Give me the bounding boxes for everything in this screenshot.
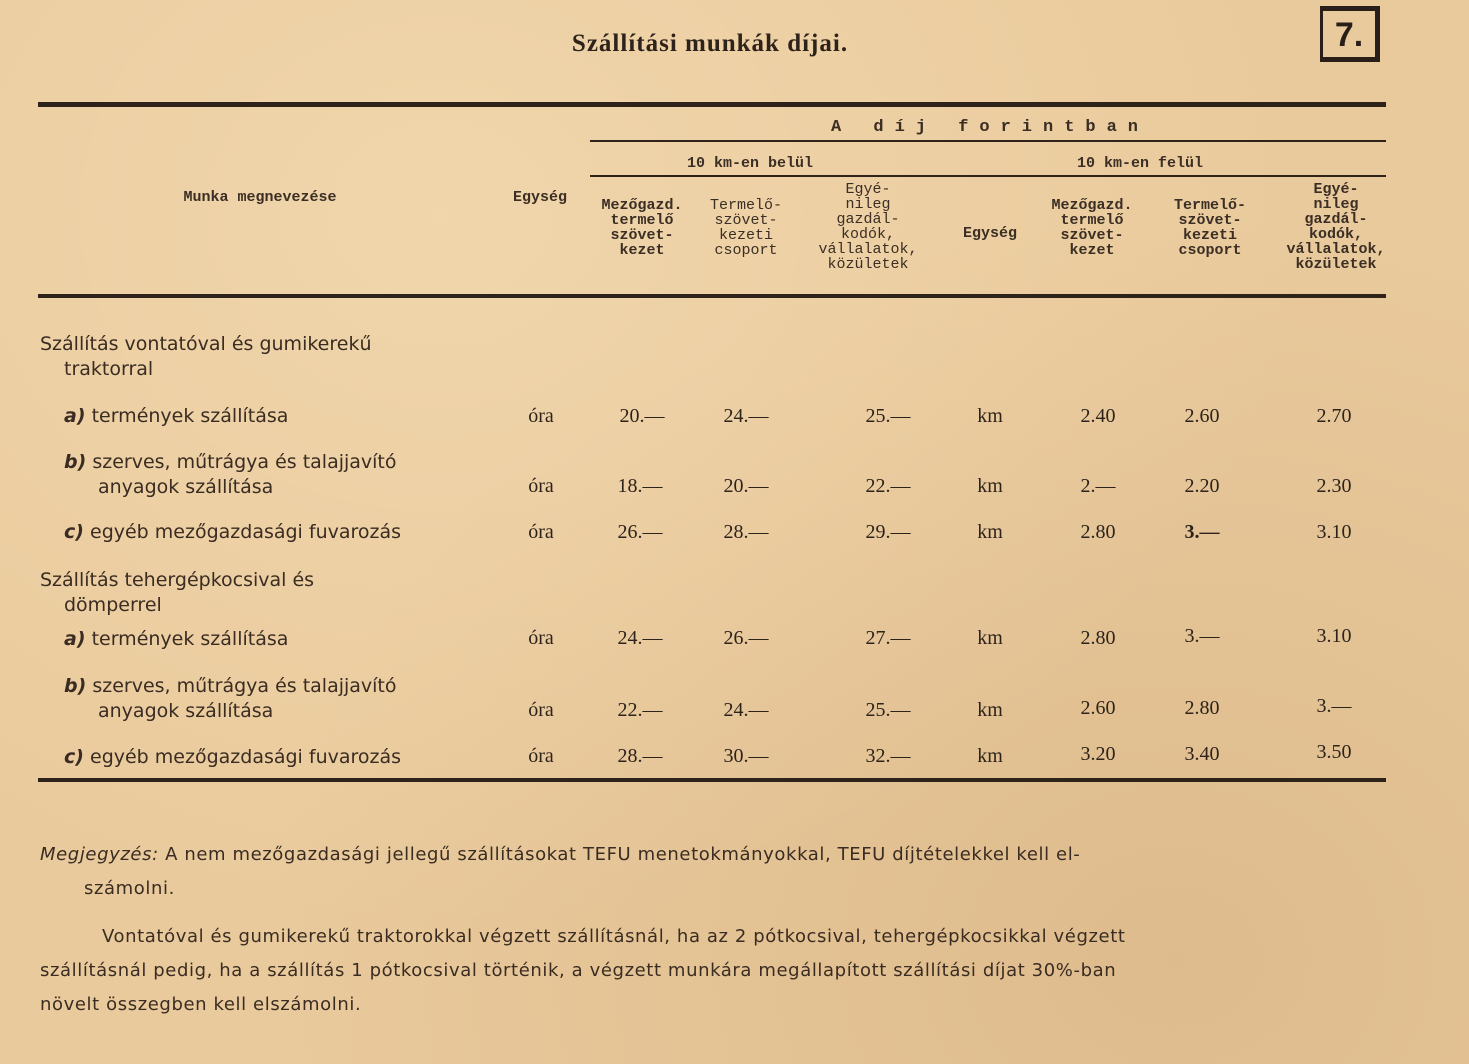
row-label-line: anyagok szállítása [98,700,274,722]
note-paragraph-2 [40,920,1370,1022]
cell-unit: óra [528,475,554,497]
subheader-line: Mezőgazd. [601,197,683,214]
subheader-line: közületek [1295,256,1377,273]
note-text-line: számolni. [84,878,175,899]
cell-in-coop: 26.— [617,521,663,543]
row-label-line: egyéb mezőgazdasági fuvarozás [90,521,402,543]
cell-in-indiv: 25.— [865,699,911,721]
cell-out-group: 2.80 [1184,697,1220,719]
fee-group-header: A díj forintban [830,118,1150,137]
cell-out-coop: 3.20 [1080,743,1116,765]
subheader-coop-within [590,198,694,258]
row-letter: b) [64,675,87,697]
column-header-unit: Egység [512,189,567,206]
row-letter: c) [64,746,84,768]
cell-in-coop: 28.— [617,745,663,767]
cell-in-indiv: 27.— [865,627,911,649]
subheader-coop-beyond [1040,198,1144,258]
cell-in-indiv: 25.— [865,405,911,427]
cell-out-coop: 2.80 [1080,627,1116,649]
subheader-line: szövet- [1178,212,1242,229]
section-title-line: dömperrel [64,594,162,616]
row-label-line: egyéb mezőgazdasági fuvarozás [90,746,402,768]
table-bottom-rule [38,778,1386,782]
cell-unit: óra [528,699,554,721]
subheader-line: vállalatok, [818,241,918,258]
row-label-line: termények szállítása [91,405,289,427]
section-title-line: traktorral [64,358,154,380]
note-text-line: szállításnál pedig, ha a szállítás 1 pótkocsival történik, a végzett munkára megállapított szállítási díjat 30%-ban [40,960,1117,981]
row-label-line: anyagok szállítása [98,476,274,498]
column-header-work: Munka megnevezése [183,189,337,206]
subheader-line: nileg [1313,196,1359,213]
subheader-line: kezeti [1182,227,1237,244]
cell-out-indiv: 3.50 [1316,741,1352,763]
table-row-label [64,450,504,500]
note-label: Megjegyzés: [40,844,159,865]
page-title: Szállítási munkák díjai. [571,30,849,57]
cell-unit2: km [977,405,1003,427]
cell-unit: óra [528,745,554,767]
page-number: 7. [1320,6,1380,62]
cell-out-group: 3.— [1184,625,1220,647]
subheader-group-beyond [1160,198,1260,258]
cell-unit2: km [977,627,1003,649]
table-row-label [64,404,504,429]
section-title [40,332,500,382]
cell-in-group: 24.— [723,699,769,721]
cell-in-group: 28.— [723,521,769,543]
cell-out-coop: 2.80 [1080,521,1116,543]
cell-out-indiv: 3.10 [1316,521,1352,543]
cell-in-indiv: 29.— [865,521,911,543]
subheader-indiv-beyond [1276,182,1396,272]
row-label-line: termények szállítása [91,628,289,650]
subheader-line: Termelő- [709,197,782,214]
cell-out-coop: 2.40 [1080,405,1116,427]
header-bottom-rule [38,294,1386,298]
cell-unit2: km [977,745,1003,767]
table-row-label [64,627,504,652]
cell-out-indiv: 3.— [1316,695,1352,717]
note-text-line: A nem mezőgazdasági jellegű szállításokat TEFU menetokmányokkal, TEFU díjtételekkel kell el- [165,844,1081,865]
subheader-line: csoport [714,242,778,259]
subheader-line: kezet [1069,242,1115,259]
cell-out-coop: 2.— [1080,475,1116,497]
cell-unit: óra [528,405,554,427]
subheader-line: szövet- [610,227,674,244]
cell-in-indiv: 22.— [865,475,911,497]
subheader-group-within [696,198,796,258]
distance-rule [590,175,1386,177]
section-title-line: Szállítás vontatóval és gumikerekű [40,333,372,355]
cell-in-coop: 22.— [617,699,663,721]
cell-out-indiv: 2.70 [1316,405,1352,427]
subheader-line: Egyé- [845,181,891,198]
fee-group-rule [590,140,1386,142]
row-letter: a) [64,628,86,650]
subheader-line: szövet- [714,212,778,229]
subheader-line: gazdál- [1304,211,1368,228]
subheader-line: Egyé- [1313,181,1359,198]
cell-in-group: 30.— [723,745,769,767]
cell-in-group: 24.— [723,405,769,427]
subheader-line: Mezőgazd. [1051,197,1133,214]
cell-out-group: 3.— [1184,521,1220,543]
note-paragraph-1 [40,838,1370,906]
subheader-line: közületek [827,256,909,273]
cell-out-group: 2.60 [1184,405,1220,427]
table-row-label [64,745,504,770]
row-letter: a) [64,405,86,427]
row-label-line: szerves, műtrágya és talajjavító [92,451,397,473]
cell-out-indiv: 3.10 [1316,625,1352,647]
table-top-rule [38,102,1386,107]
subheader-line: gazdál- [836,211,900,228]
subheader-line: vállalatok, [1286,241,1386,258]
subheader-line: szövet- [1060,227,1124,244]
table-row-label [64,674,504,724]
cell-in-coop: 20.— [619,405,665,427]
row-letter: c) [64,521,84,543]
row-label-line: szerves, műtrágya és talajjavító [92,675,397,697]
beyond-10km-header: 10 km-en felül [1076,155,1204,172]
note-text-line: Vontatóval és gumikerekű traktorokkal végzett szállításnál, ha az 2 pótkocsival, tehergépkocsikkal végzett [102,926,1126,947]
cell-in-indiv: 32.— [865,745,911,767]
subheader-line: kezeti [718,227,773,244]
cell-in-coop: 24.— [617,627,663,649]
section-title-line: Szállítás tehergépkocsival és [40,569,315,591]
subheader-line: termelő [1060,212,1124,229]
cell-unit2: km [977,475,1003,497]
column-header-unit2: Egység [962,225,1017,242]
subheader-line: Termelő- [1173,197,1246,214]
section-title [40,568,500,618]
subheader-line: kodók, [840,226,895,243]
subheader-line: nileg [845,196,891,213]
cell-unit: óra [528,521,554,543]
cell-unit2: km [977,521,1003,543]
cell-in-coop: 18.— [617,475,663,497]
within-10km-header: 10 km-en belül [686,155,814,172]
subheader-line: kezet [619,242,665,259]
cell-out-coop: 2.60 [1080,697,1116,719]
cell-out-indiv: 2.30 [1316,475,1352,497]
cell-in-group: 26.— [723,627,769,649]
row-letter: b) [64,451,87,473]
cell-in-group: 20.— [723,475,769,497]
subheader-line: kodók, [1308,226,1363,243]
cell-out-group: 2.20 [1184,475,1220,497]
cell-unit2: km [977,699,1003,721]
subheader-line: csoport [1178,242,1242,259]
subheader-line: termelő [610,212,674,229]
table-row-label [64,520,504,545]
subheader-indiv-within [806,182,930,272]
note-text-line: növelt összegben kell elszámolni. [40,994,362,1015]
cell-unit: óra [528,627,554,649]
cell-out-group: 3.40 [1184,743,1220,765]
